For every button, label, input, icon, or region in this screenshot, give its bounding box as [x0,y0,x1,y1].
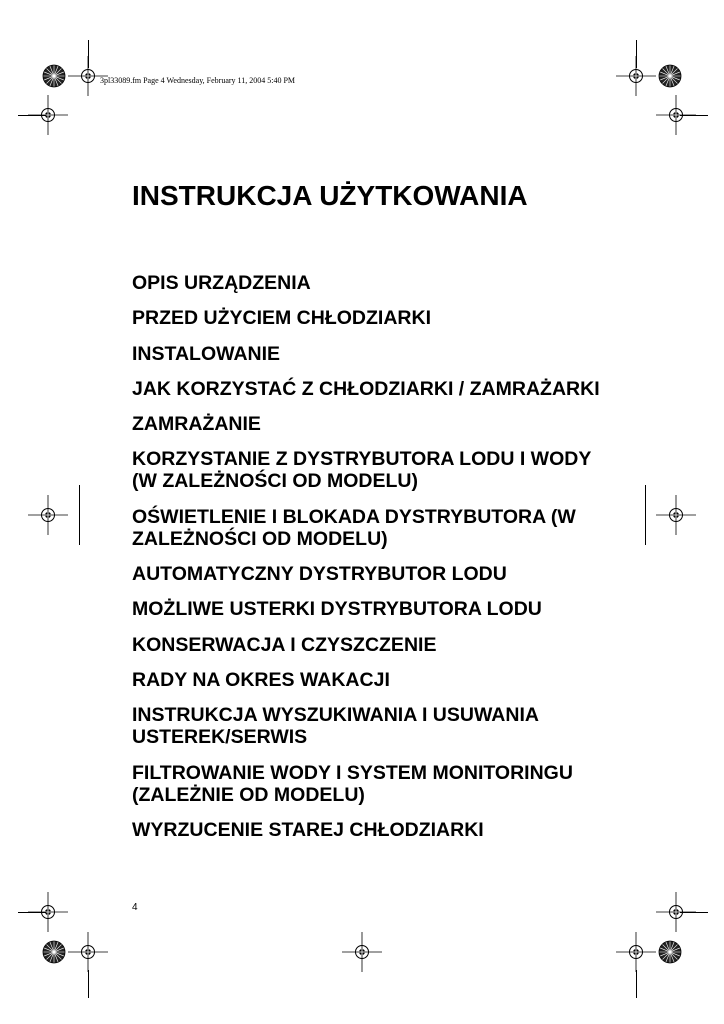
crop-line [88,40,89,68]
toc-item-oswietlenie-i-blokada: OŚWIETLENIE I BLOKADA DYSTRYBUTORA (W ZALEŻNOŚCI OD MODELU) [132,505,576,550]
registration-mark-bottom-right-cross-2 [616,932,656,972]
toc-item-opis-urzadzenia: OPIS URZĄDZENIA [132,272,311,294]
toc-item-zamrazanie: ZAMRAŻANIE [132,413,261,436]
page-title: INSTRUKCJA UŻYTKOWANIA [132,180,528,211]
crop-line [636,40,637,68]
crop-line [88,970,89,998]
toc-item-przed-uzyciem: PRZED UŻYCIEM CHŁODZIARKI [132,307,431,330]
page-number: 4 [132,902,138,913]
file-info-header: 3pl33089.fm Page 4 Wednesday, February 11, 2004 5:40 PM [100,76,296,85]
registration-mark-bottom-right-star [658,940,682,964]
crop-line [18,912,46,913]
toc-item-dystrybutor-lodu-i-wody: KORZYSTANIE Z DYSTRYBUTORA LODU I WODY (W ZALEŻNOŚCI OD MODELU) [132,448,591,493]
registration-mark-right-middle [656,495,696,535]
toc-item-automatyczny-dystrybutor: AUTOMATYCZNY DYSTRYBUTOR LODU [132,563,507,586]
toc-item-usuwanie-usterek: INSTRUKCJA WYSZUKIWANIA I USUWANIA USTEREK/SERWIS [132,704,539,749]
crop-line [636,970,637,998]
table-of-contents [132,272,612,854]
crop-line [680,115,708,116]
registration-mark-bottom-center [342,932,382,972]
toc-item-wyrzucenie: WYRZUCENIE STAREJ CHŁODZIARKI [132,818,484,841]
registration-mark-bottom-left-cross-2 [68,932,108,972]
registration-mark-bottom-left-star [42,940,66,964]
registration-mark-left-middle [28,495,68,535]
registration-mark-top-left-star [42,64,66,88]
toc-item-mozliwe-usterki: MOŻLIWE USTERKI DYSTRYBUTORA LODU [132,598,542,621]
toc-item-jak-korzystac: JAK KORZYSTAĆ Z CHŁODZIARKI / ZAMRAŻARKI [132,377,600,400]
toc-item-rady-wakacje: RADY NA OKRES WAKACJI [132,668,390,691]
toc-item-konserwacja: KONSERWACJA I CZYSZCZENIE [132,633,437,656]
crop-line [18,115,46,116]
toc-item-filtrowanie-wody: FILTROWANIE WODY I SYSTEM MONITORINGU (ZALEŻNIE OD MODELU) [132,761,573,806]
crop-line [645,485,646,545]
toc-item-instalowanie: INSTALOWANIE [132,342,281,365]
crop-line [680,912,708,913]
registration-mark-top-right-star [658,64,682,88]
crop-line [79,485,80,545]
